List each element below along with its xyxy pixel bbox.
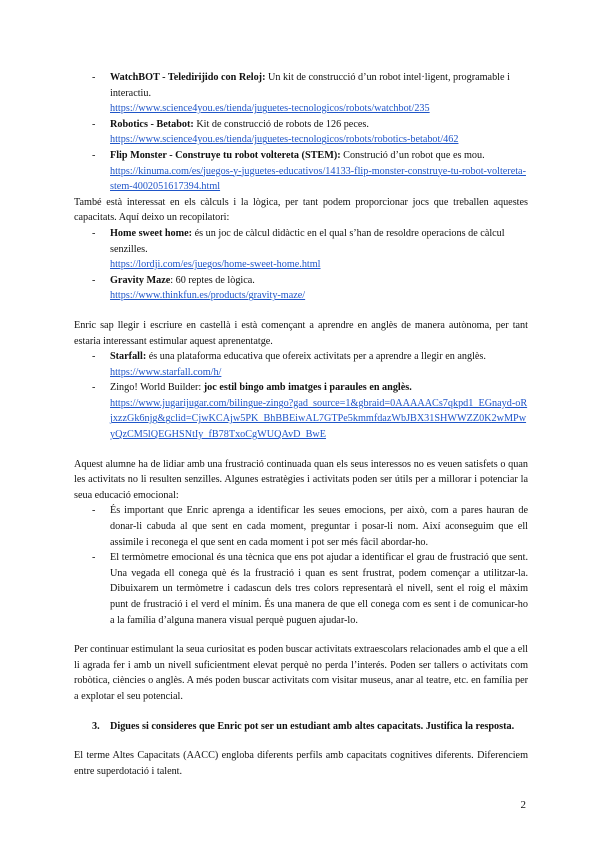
item-link[interactable]: https://www.jugarijugar.com/bilingue-zingo?gad_source=1&gbraid=0AAAAACs7qkpd1_EGnayd-oRjxzzGk6njg&gclid=CjwKCAjw5PK_BhBBEiwAL7GTPe5kmmfdazWbJBX31SHWWZZ0K2wMPwyQzCM5lQEGHSNtIy_fB78TxoCgWUQAvD_BwE: [110, 397, 528, 441]
item-text: Un kit de construcció d’un robot intel·ligent, programable i interactiu.: [110, 72, 510, 99]
item-link[interactable]: https://www.thinkfun.es/products/gravity-maze/: [110, 290, 306, 302]
item-title: Starfall:: [110, 351, 147, 363]
list-item: [110, 70, 528, 117]
item-text: Construció d’un robot que es mou.: [340, 149, 485, 161]
page-number: 2: [520, 799, 526, 811]
item-title: WatchBOT - Teledirijido con Reloj:: [110, 72, 266, 83]
list-item: [110, 117, 528, 148]
item-text: és una plataforma educativa que ofereix activitats per a aprendre a llegir en anglès.: [146, 351, 486, 363]
list-item: [110, 349, 528, 380]
frustration-paragraph: Aquest alumne ha de lidiar amb una frustració continuada quan els seus interessos no es veuen satisfets o quan les activitats no li resulten senzilles. Algunes estratègies i activitats poden ser útils per a millorar i potenciar la seua educació emocional:: [74, 458, 528, 501]
item-title: Gravity Maze: [110, 274, 171, 286]
item-link[interactable]: https://www.science4you.es/tienda/juguetes-tecnologicos/robots/watchbot/235: [110, 103, 430, 115]
item-link[interactable]: https://kinuma.com/es/juegos-y-juguetes-educativos/14133-flip-monster-construye-tu-robot-voltereta-stem-4002051617394.html: [110, 165, 526, 193]
list-item: - El termòmetre emocional és una tècnica que ens pot ajudar a identificar el grau de frustració que sent. Una vegada ell conega què és la frustració i quan es sent frustrat, podem començar a utilitzar-la. Dibuixarem un termòmetre i cadascun dels tres colors representarà el nivell, sent el roig el màxim punt de frustració i el verd el mínim. És una manera de que ell conega com es sent i de comunicar-ho a la família d’alguna manera visual perquè puguen ajudar-lo.: [110, 550, 528, 628]
item-link[interactable]: https://lordji.com/es/juegos/home-sweet-home.html: [110, 259, 321, 271]
english-paragraph: Enric sap llegir i escriure en castellà i està començant a aprendre en anglès de manera autònoma, per tant estaria interessant estimular aquest aprenentatge.: [74, 319, 528, 347]
question-text: Digues si consideres que Enric pot ser un estudiant amb altes capacitats. Justifica la resposta.: [110, 720, 515, 732]
item-title: Robotics - Betabot:: [110, 118, 194, 130]
item-title: Flip Monster - Construye tu robot voltereta (STEM):: [110, 149, 341, 161]
list-item: [110, 273, 528, 304]
item-title: Home sweet home:: [110, 227, 193, 239]
item-text: Kit de construcció de robots de 126 peces.: [193, 118, 369, 130]
item-text: Zingo! World Builder:: [110, 382, 204, 394]
item-link[interactable]: https://www.science4you.es/tienda/juguetes-tecnologicos/robots/robotics-betabot/462: [110, 134, 459, 146]
robot-kits-list: [74, 70, 528, 195]
aacc-paragraph: El terme Altes Capacitats (AACC) engloba diferents perfils amb capacitats cognitives diferents. Diferenciem entre superdotació i talent.: [74, 750, 528, 777]
english-resources-list: [74, 349, 528, 443]
item-text: : 60 reptes de lògica.: [170, 274, 255, 286]
emotional-strategies-list: [74, 503, 528, 628]
logic-games-list: [74, 226, 528, 304]
logic-paragraph: També està interessat en els càlculs i la lògica, per tant podem proporcionar jocs que treballen aquestes capacitats. Aquí deixo un recopilatori:: [74, 196, 528, 224]
list-item: [110, 380, 528, 442]
question-number: 3.: [92, 720, 100, 732]
list-item: - És important que Enric aprenga a identificar les seues emocions, per això, com a pares hauran de donar-li cabuda al que sent en cada moment, preguntar i posar-li nom. Així aconseguim que ell assimile i reconega el que sent en cada moment i pot ser més fàcil abordar-ho.: [110, 503, 528, 550]
item-link[interactable]: https://www.starfall.com/h/: [110, 366, 222, 378]
item-bold-text: joc estil bingo amb imatges i paraules en anglès.: [203, 382, 412, 394]
list-item: [110, 148, 528, 195]
page-content: [74, 70, 528, 779]
item-text: és un joc de càlcul didàctic en el qual s’han de resoldre operacions de càlcul senzilles.: [110, 227, 505, 255]
list-item: [110, 226, 528, 273]
curiosity-paragraph: Per continuar estimulant la seua curiositat es poden buscar activitats extraescolars relacionades amb el que a ell li agrada fer i amb un nivell suficientment elevat perquè no perda l’interés. Poden ser tallers o activitats com robòtica, ciències o anglès. A més poden buscar activitats com visitar museus, anar al teatre, etc. en família per a explotar el seu potencial.: [74, 644, 528, 702]
question-heading: [74, 719, 528, 735]
